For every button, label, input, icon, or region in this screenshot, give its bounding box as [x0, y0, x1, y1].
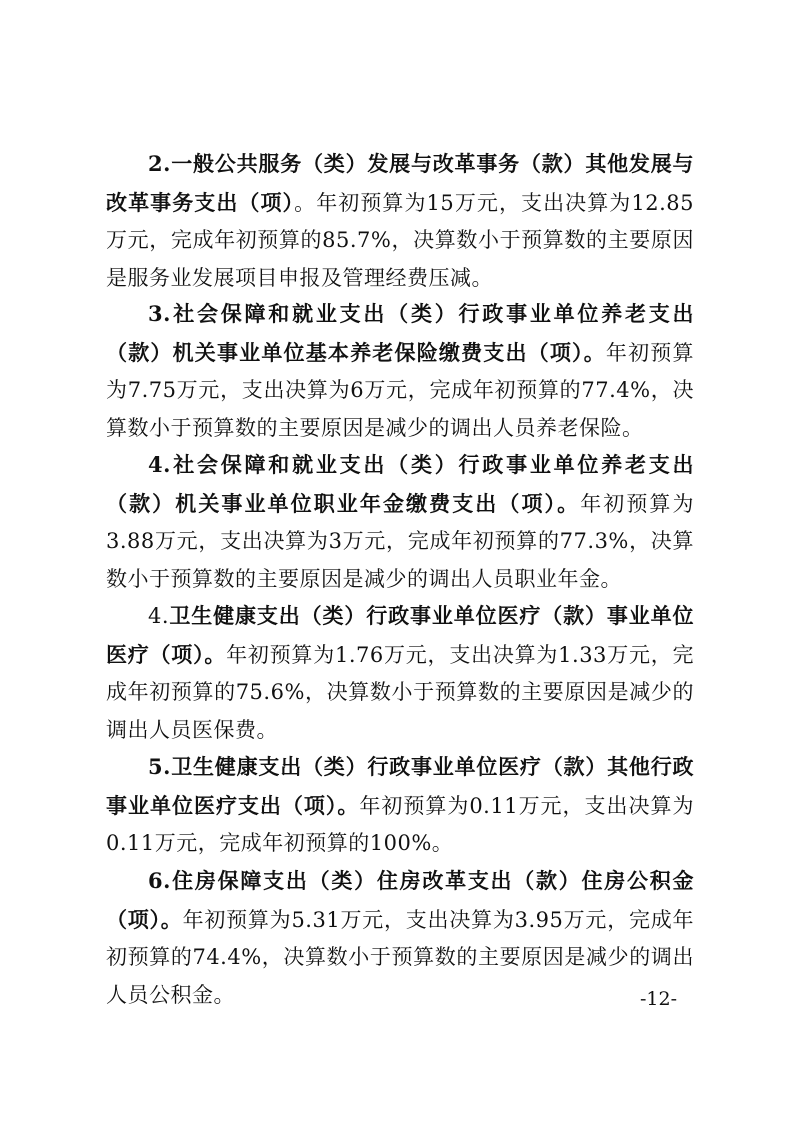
paragraph-heading: 4.社会保障和就业支出（类）行政事业单位养老支出（款）机关事业单位职业年金缴费支出（项）。 [106, 452, 694, 516]
paragraph-5 [106, 748, 694, 863]
paragraph-body: 年初预算为1.76万元，支出决算为1.33万元，完成年初预算的75.6%，决算数小于预算数的主要原因是减少的调出人员医保费。 [106, 642, 695, 742]
paragraph-heading: 6.住房保障支出（类）住房改革支出（款）住房公积金（项）。 [106, 868, 694, 932]
paragraph-heading: 5.卫生健康支出（类）行政事业单位医疗（款）其他行政事业单位医疗支出（项）。 [106, 754, 694, 818]
paragraph-body: 。年初预算为15万元，支出决算为12.85万元，完成年初预算的85.7%，决算数小于预算数的主要原因是服务业发展项目申报及管理经费压减。 [106, 190, 694, 290]
paragraph-number: 4. [148, 604, 170, 628]
paragraph-body: 年初预算为7.75万元，支出决算为6万元，完成年初预算的77.4%，决算数小于预算数的主要原因是减少的调出人员养老保险。 [106, 340, 694, 440]
paragraph-heading-bold: 卫生健康支出（类）行政事业单位医疗（款）事业单位医疗（项）。 [106, 603, 694, 667]
paragraph-2 [106, 145, 694, 297]
paragraph-body: 年初预算为3.88万元，支出决算为3万元，完成年初预算的77.3%，决算数小于预算数的主要原因是减少的调出人员职业年金。 [106, 491, 695, 591]
page-number: -12- [640, 988, 678, 1010]
paragraph-body: 年初预算为0.11万元，支出决算为0.11万元，完成年初预算的100%。 [106, 793, 694, 855]
paragraph-3 [106, 295, 694, 447]
paragraph-body: 年初预算为5.31万元，支出决算为3.95万元，完成年初预算的74.4%，决算数小于预算数的主要原因是减少的调出人员公积金。 [106, 907, 695, 1007]
paragraph-heading: 2.一般公共服务（类）发展与改革事务（款）其他发展与改革事务支出（项） [106, 151, 694, 215]
paragraph-6 [106, 862, 694, 1014]
paragraph-4 [106, 446, 694, 598]
paragraph-heading: 3.社会保障和就业支出（类）行政事业单位养老支出（款）机关事业单位基本养老保险缴费支出（项）。 [106, 301, 694, 365]
paragraph-4b [106, 597, 694, 749]
